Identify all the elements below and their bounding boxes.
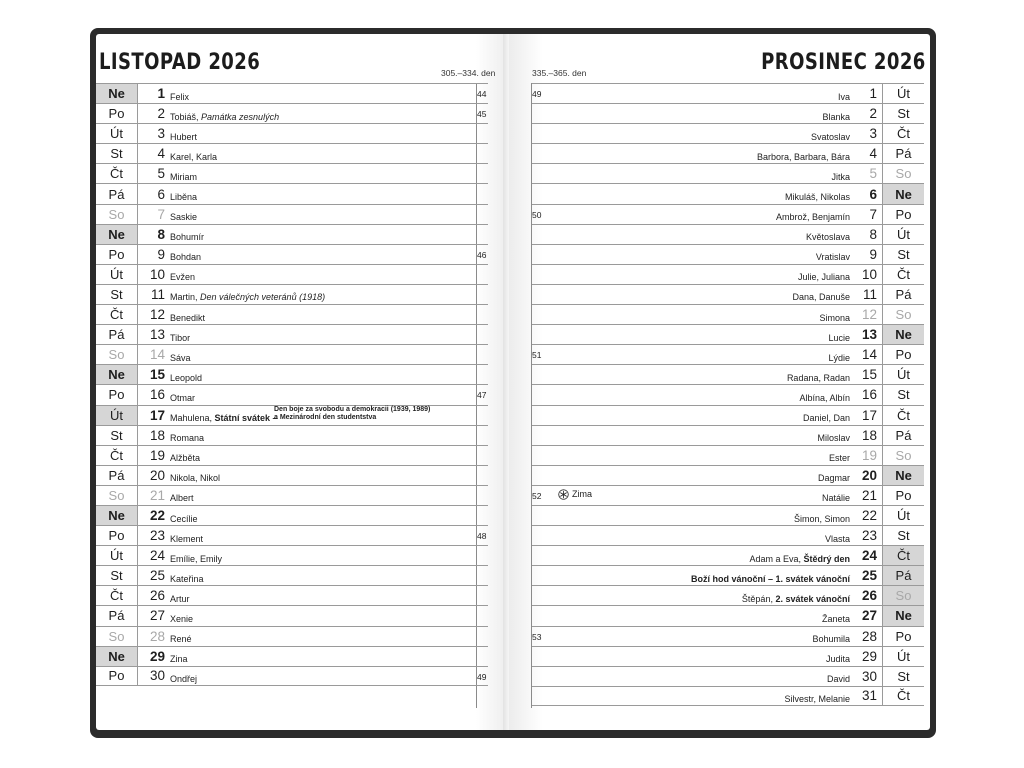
weekday-label: St bbox=[882, 385, 924, 404]
day-row bbox=[96, 605, 488, 625]
holiday-label: Státní svátek – bbox=[214, 413, 278, 424]
day-row bbox=[532, 324, 924, 344]
day-row bbox=[96, 183, 488, 203]
weekday-label: Po bbox=[882, 345, 924, 364]
weekday-label: St bbox=[96, 144, 138, 163]
nameday-text: Silvestr, Melanie bbox=[784, 693, 850, 704]
nameday-text: David bbox=[826, 674, 850, 685]
nameday-text: René bbox=[170, 634, 192, 645]
day-row bbox=[532, 565, 924, 585]
weekday-label: Ne bbox=[882, 466, 924, 485]
memorial-day: Den válečných veteránů (1918) bbox=[200, 292, 326, 303]
day-number: 30 bbox=[861, 668, 877, 684]
weekday-label: Po bbox=[96, 104, 138, 123]
day-row bbox=[532, 163, 924, 183]
nameday-text: Saskie bbox=[170, 212, 198, 223]
day-number: 22 bbox=[861, 508, 877, 524]
weekday-label: So bbox=[96, 345, 138, 364]
day-row bbox=[532, 666, 924, 686]
weekday-label: Ne bbox=[882, 606, 924, 625]
day-row bbox=[96, 324, 488, 344]
day-row bbox=[532, 224, 924, 244]
day-number: 26 bbox=[149, 588, 165, 604]
nameday-text: Leopold bbox=[170, 372, 203, 383]
day-row bbox=[532, 445, 924, 465]
weekday-label: So bbox=[882, 586, 924, 605]
day-row bbox=[532, 545, 924, 565]
weekday-label: So bbox=[882, 446, 924, 465]
day-row bbox=[96, 344, 488, 364]
day-row bbox=[96, 83, 488, 103]
day-number: 16 bbox=[149, 387, 165, 403]
weekday-label: Čt bbox=[96, 586, 138, 605]
nameday-text: Sáva bbox=[170, 352, 191, 363]
day-row bbox=[532, 364, 924, 384]
day-number: 11 bbox=[150, 286, 165, 302]
nameday-text: Šimon, Simon bbox=[793, 513, 850, 524]
weekday-label: Čt bbox=[96, 305, 138, 324]
day-number: 5 bbox=[157, 166, 165, 182]
day-number: 12 bbox=[861, 307, 877, 323]
nameday-text: Barbora, Barbara, Bára bbox=[756, 151, 850, 162]
day-number: 20 bbox=[149, 467, 165, 483]
day-row bbox=[96, 666, 488, 686]
nameday-text: Evžen bbox=[170, 272, 196, 283]
weekday-label: Ne bbox=[96, 506, 138, 525]
day-number: 23 bbox=[149, 528, 165, 544]
nameday-text: Iva bbox=[837, 91, 850, 102]
weekday-label: Čt bbox=[96, 446, 138, 465]
nameday-text: Vlasta bbox=[824, 533, 850, 544]
day-row bbox=[532, 123, 924, 143]
weekday-label: St bbox=[882, 245, 924, 264]
day-number: 7 bbox=[157, 206, 165, 222]
day-number: 18 bbox=[861, 427, 877, 443]
day-row bbox=[532, 103, 924, 123]
day-number: 6 bbox=[157, 186, 165, 202]
holiday-label: 2. svátek vánoční bbox=[775, 593, 850, 604]
day-row bbox=[532, 505, 924, 525]
day-number: 4 bbox=[157, 146, 165, 162]
weekday-label: Pá bbox=[96, 606, 138, 625]
weekday-label: Ne bbox=[96, 647, 138, 666]
day-row bbox=[96, 103, 488, 123]
day-number: 8 bbox=[869, 226, 877, 242]
day-number: 13 bbox=[149, 327, 165, 343]
day-row bbox=[96, 405, 488, 425]
week-number: 51 bbox=[532, 350, 542, 361]
weekday-label: Pá bbox=[96, 184, 138, 203]
weekday-label: Čt bbox=[882, 265, 924, 284]
memorial-day: Památka zesnulých bbox=[201, 111, 280, 122]
page-december bbox=[509, 34, 930, 730]
weekday-label: So bbox=[96, 627, 138, 646]
day-number: 17 bbox=[149, 407, 165, 423]
nameday-text: Dana, Danuše bbox=[792, 292, 850, 303]
weekday-label: Út bbox=[96, 265, 138, 284]
weekday-label: Čt bbox=[882, 406, 924, 425]
weekday-label: Po bbox=[96, 245, 138, 264]
weekday-label: Ne bbox=[96, 365, 138, 384]
day-number: 9 bbox=[869, 246, 877, 262]
day-row bbox=[532, 405, 924, 425]
nameday-text: Vratislav bbox=[815, 252, 850, 263]
weekday-label: Čt bbox=[882, 687, 924, 705]
weekday-label: Út bbox=[96, 546, 138, 565]
nameday-text: Otmar bbox=[170, 392, 196, 403]
day-row bbox=[532, 686, 924, 706]
weekday-label: So bbox=[882, 305, 924, 324]
nameday-text: Natálie bbox=[821, 493, 850, 504]
weekday-label: St bbox=[882, 104, 924, 123]
day-number: 10 bbox=[149, 266, 165, 282]
blank-row bbox=[532, 706, 924, 726]
day-row bbox=[96, 425, 488, 445]
day-number: 28 bbox=[861, 628, 877, 644]
week-number: 53 bbox=[532, 631, 542, 642]
season-marker bbox=[558, 489, 592, 500]
day-row bbox=[96, 626, 488, 646]
day-number: 9 bbox=[157, 246, 165, 262]
day-number: 26 bbox=[861, 588, 877, 604]
day-number: 24 bbox=[861, 548, 877, 564]
day-row bbox=[532, 646, 924, 666]
day-range: 335.–365. den bbox=[532, 68, 587, 78]
day-row bbox=[96, 224, 488, 244]
day-row bbox=[96, 465, 488, 485]
day-number: 25 bbox=[149, 568, 165, 584]
day-grid bbox=[96, 83, 488, 706]
day-number: 14 bbox=[149, 347, 165, 363]
day-number: 18 bbox=[149, 427, 165, 443]
diary-spread bbox=[90, 28, 936, 738]
nameday-text: Liběna bbox=[170, 192, 198, 203]
weekday-label: Út bbox=[96, 124, 138, 143]
day-number: 29 bbox=[861, 648, 877, 664]
holiday-note bbox=[274, 406, 430, 422]
nameday-text: Albína, Albín bbox=[799, 392, 850, 403]
month-title: LISTOPAD 2026 bbox=[99, 50, 261, 75]
day-row bbox=[532, 183, 924, 203]
day-row bbox=[532, 143, 924, 163]
day-number: 20 bbox=[861, 467, 877, 483]
weekday-label: So bbox=[96, 205, 138, 224]
nameday-text: Jitka bbox=[831, 171, 850, 182]
blank-row bbox=[96, 686, 488, 706]
day-number: 4 bbox=[869, 146, 877, 162]
week-number: 49 bbox=[532, 89, 542, 99]
day-number: 19 bbox=[149, 447, 165, 463]
day-row bbox=[96, 123, 488, 143]
day-number: 13 bbox=[861, 327, 877, 343]
weekday-label: Út bbox=[882, 647, 924, 666]
nameday-text: Lucie bbox=[828, 332, 850, 343]
day-number: 5 bbox=[869, 166, 877, 182]
day-row bbox=[96, 505, 488, 525]
day-number: 22 bbox=[149, 508, 165, 524]
day-row bbox=[532, 304, 924, 324]
weekday-label: Pá bbox=[882, 566, 924, 585]
month-title: PROSINEC 2026 bbox=[761, 50, 926, 75]
weekday-label: Ne bbox=[96, 84, 138, 103]
nameday-text: Bohumila bbox=[812, 634, 850, 645]
weekday-label: Ne bbox=[882, 325, 924, 344]
nameday-text: Hubert bbox=[170, 131, 198, 142]
nameday-text: Benedikt bbox=[170, 312, 206, 323]
nameday-text: Tibor bbox=[170, 332, 191, 343]
day-row bbox=[532, 626, 924, 646]
day-row bbox=[96, 204, 488, 224]
day-number: 12 bbox=[149, 307, 165, 323]
weekday-label: Pá bbox=[882, 426, 924, 445]
day-number: 23 bbox=[861, 528, 877, 544]
day-number: 11 bbox=[862, 286, 877, 302]
day-row bbox=[532, 204, 924, 224]
day-grid bbox=[532, 83, 924, 726]
week-number: 44 bbox=[477, 89, 487, 99]
nameday-text: Žaneta bbox=[821, 613, 850, 624]
nameday-text: Kateřina bbox=[170, 573, 204, 584]
nameday-text: Karel, Karla bbox=[170, 151, 218, 162]
day-number: 14 bbox=[861, 347, 877, 363]
day-row bbox=[96, 525, 488, 545]
nameday-text: Judita bbox=[825, 654, 850, 665]
day-row bbox=[96, 364, 488, 384]
weekday-label: Pá bbox=[96, 325, 138, 344]
nameday-text: Radana, Radan bbox=[786, 372, 850, 383]
day-number: 24 bbox=[149, 548, 165, 564]
weekday-label: Po bbox=[882, 486, 924, 505]
day-number: 8 bbox=[157, 226, 165, 242]
day-row bbox=[532, 485, 924, 505]
snowflake-icon bbox=[558, 489, 569, 500]
weekday-label: St bbox=[882, 526, 924, 545]
nameday-text: Nikola, Nikol bbox=[170, 473, 221, 484]
weekday-label: Po bbox=[882, 627, 924, 646]
nameday-text: Ester bbox=[828, 453, 850, 464]
weekday-label: Po bbox=[882, 205, 924, 224]
holiday-note-line: Den boje za svobodu a demokracii (1939, 1989) bbox=[274, 405, 431, 413]
day-number: 1 bbox=[157, 86, 165, 102]
nameday bbox=[784, 690, 850, 708]
nameday-text: Julie, Juliana bbox=[797, 272, 850, 283]
weekday-label: Pá bbox=[96, 466, 138, 485]
week-number: 52 bbox=[532, 490, 542, 501]
day-number: 31 bbox=[861, 688, 877, 704]
nameday-text: Cecílie bbox=[170, 513, 198, 524]
weekday-label: St bbox=[96, 426, 138, 445]
day-number: 19 bbox=[861, 447, 877, 463]
day-number: 17 bbox=[861, 407, 877, 423]
day-row bbox=[532, 83, 924, 103]
day-number: 29 bbox=[149, 648, 165, 664]
nameday-text: Květoslava bbox=[805, 232, 850, 243]
nameday-text: Zina bbox=[170, 654, 188, 665]
day-number: 15 bbox=[149, 367, 165, 383]
day-number: 2 bbox=[157, 106, 165, 122]
day-row bbox=[96, 284, 488, 304]
weekday-label: Út bbox=[882, 225, 924, 244]
nameday-text: Daniel, Dan bbox=[802, 413, 850, 424]
day-number: 10 bbox=[861, 266, 877, 282]
nameday-text: Blanka bbox=[822, 111, 850, 122]
weekday-label: Po bbox=[96, 526, 138, 545]
nameday-text: Artur bbox=[170, 593, 190, 604]
weekday-label: Čt bbox=[882, 124, 924, 143]
day-row bbox=[532, 585, 924, 605]
day-row bbox=[96, 585, 488, 605]
nameday-text: Felix bbox=[170, 91, 190, 102]
weekday-label: So bbox=[882, 164, 924, 183]
day-row bbox=[96, 143, 488, 163]
nameday-text: Emílie, Emily bbox=[170, 553, 223, 564]
day-row bbox=[96, 565, 488, 585]
nameday-text: Martin, bbox=[170, 292, 201, 303]
nameday-text: Ondřej bbox=[170, 673, 198, 684]
day-row bbox=[96, 244, 488, 264]
nameday-text: Miloslav bbox=[817, 433, 850, 444]
weekday-label: Út bbox=[882, 84, 924, 103]
day-row bbox=[532, 384, 924, 404]
day-row bbox=[532, 264, 924, 284]
weekday-label: Čt bbox=[882, 546, 924, 565]
day-number: 30 bbox=[149, 668, 165, 684]
holiday-label: Štědrý den bbox=[803, 553, 850, 564]
nameday-text: Bohumír bbox=[170, 232, 205, 243]
week-number: 46 bbox=[477, 249, 487, 260]
nameday-text: Mikuláš, Nikolas bbox=[784, 192, 850, 203]
day-row bbox=[96, 545, 488, 565]
day-number: 21 bbox=[149, 487, 165, 503]
day-row bbox=[96, 384, 488, 404]
day-number: 3 bbox=[869, 126, 877, 142]
nameday-text: Xenie bbox=[170, 613, 194, 624]
day-number: 25 bbox=[861, 568, 877, 584]
nameday-text: Simona bbox=[819, 312, 850, 323]
nameday-text: Bohdan bbox=[170, 252, 202, 263]
nameday-text: Albert bbox=[170, 493, 194, 504]
day-row bbox=[96, 163, 488, 183]
weekday-label: Ne bbox=[882, 184, 924, 203]
week-number: 49 bbox=[477, 671, 487, 682]
holiday-note-line: a Mezinárodní den studentstva bbox=[274, 413, 377, 421]
day-range: 305.–334. den bbox=[441, 68, 496, 78]
nameday-text: Tobiáš, bbox=[170, 111, 202, 122]
day-row bbox=[532, 344, 924, 364]
day-row bbox=[96, 304, 488, 324]
day-row bbox=[532, 284, 924, 304]
day-number: 6 bbox=[869, 186, 877, 202]
nameday-text: Miriam bbox=[170, 171, 197, 182]
day-row bbox=[96, 485, 488, 505]
nameday-text: Lýdie bbox=[828, 352, 850, 363]
weekday-label: St bbox=[96, 566, 138, 585]
week-number: 48 bbox=[477, 531, 487, 542]
weekday-label: Út bbox=[882, 506, 924, 525]
week-column bbox=[509, 83, 532, 708]
day-row bbox=[96, 445, 488, 465]
day-number: 16 bbox=[861, 387, 877, 403]
weekday-label: St bbox=[96, 285, 138, 304]
day-number: 21 bbox=[861, 487, 877, 503]
weekday-label: So bbox=[96, 486, 138, 505]
weekday-label: Pá bbox=[882, 144, 924, 163]
week-number: 47 bbox=[477, 390, 487, 401]
nameday-text: Alžběta bbox=[170, 453, 201, 464]
day-row bbox=[532, 244, 924, 264]
day-row bbox=[96, 646, 488, 666]
day-number: 28 bbox=[149, 628, 165, 644]
nameday-text: Štěpán, bbox=[741, 593, 776, 604]
day-number: 15 bbox=[861, 367, 877, 383]
season-label: Zima bbox=[572, 489, 592, 500]
weekday-label: St bbox=[882, 667, 924, 686]
day-number: 7 bbox=[869, 206, 877, 222]
nameday-text: Adam a Eva, bbox=[749, 553, 804, 564]
weekday-label: Čt bbox=[96, 164, 138, 183]
weekday-label: Út bbox=[882, 365, 924, 384]
weekday-label: Po bbox=[96, 667, 138, 685]
day-row bbox=[96, 264, 488, 284]
day-row bbox=[532, 605, 924, 625]
day-number: 3 bbox=[157, 126, 165, 142]
week-number: 45 bbox=[477, 109, 487, 120]
nameday-text: Klement bbox=[170, 533, 204, 544]
weekday-label: Po bbox=[96, 385, 138, 404]
page-november bbox=[96, 34, 509, 730]
day-number: 27 bbox=[149, 608, 165, 624]
day-number: 2 bbox=[869, 106, 877, 122]
nameday-text: Dagmar bbox=[817, 473, 850, 484]
nameday-text: Ambrož, Benjamín bbox=[775, 212, 850, 223]
day-row bbox=[532, 465, 924, 485]
day-row bbox=[532, 425, 924, 445]
nameday-text: Romana bbox=[170, 433, 205, 444]
day-number: 27 bbox=[861, 608, 877, 624]
weekday-label: Út bbox=[96, 406, 138, 425]
nameday bbox=[170, 670, 197, 688]
week-number: 50 bbox=[532, 209, 542, 220]
day-row bbox=[532, 525, 924, 545]
day-number: 1 bbox=[869, 86, 877, 102]
holiday-label: Boží hod vánoční – 1. svátek vánoční bbox=[690, 573, 850, 584]
nameday-text: Svatoslav bbox=[810, 131, 850, 142]
weekday-label: Pá bbox=[882, 285, 924, 304]
nameday-text: Mahulena, bbox=[170, 413, 215, 424]
weekday-label: Ne bbox=[96, 225, 138, 244]
